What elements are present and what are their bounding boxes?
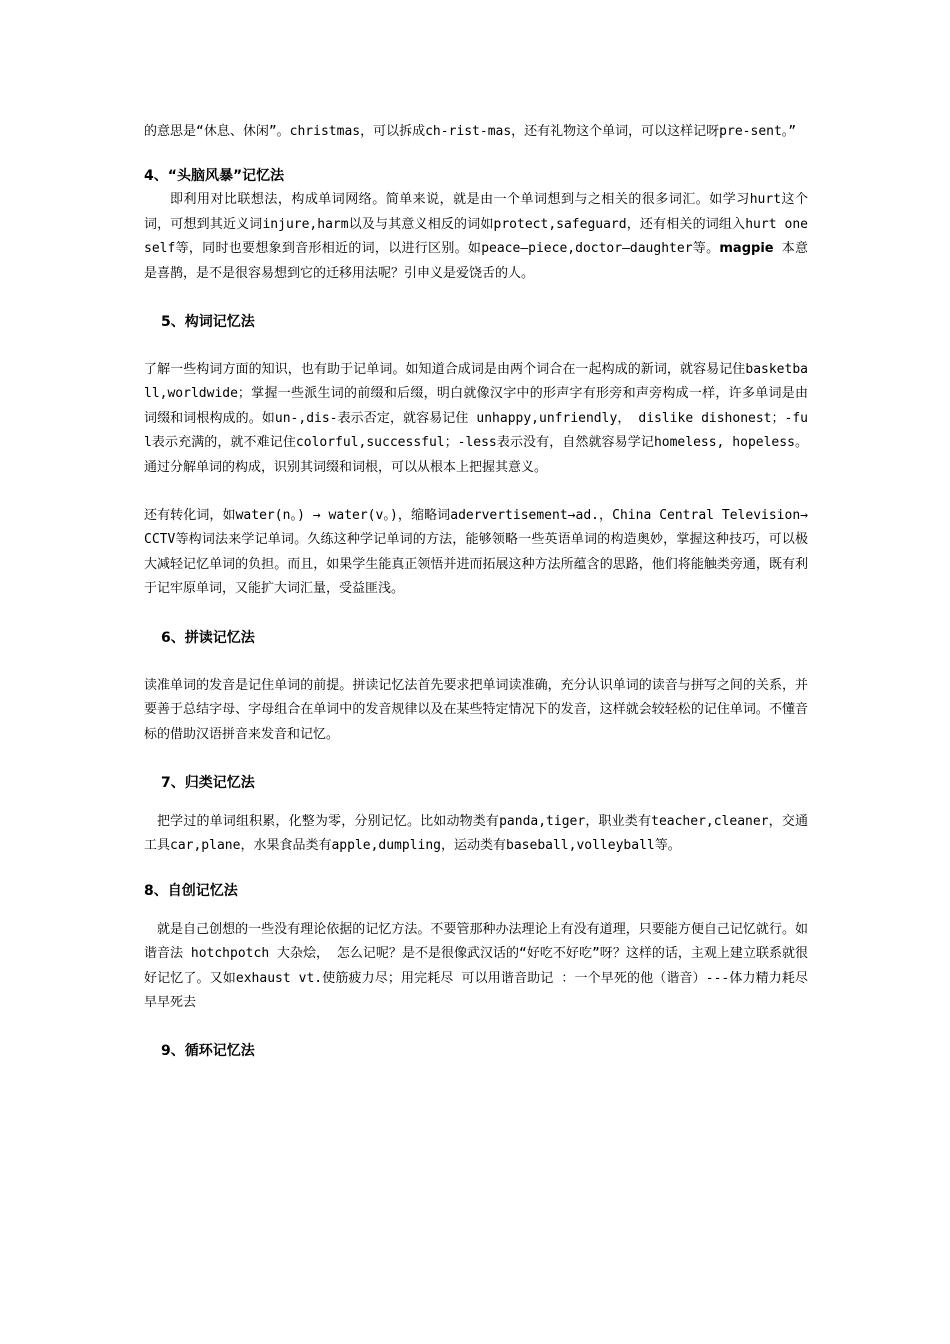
section-body-self-created: 就是自己创想的一些没有理论依据的记忆方法。不要管那种办法理论上有没有道理，只要能方便自己记忆就行。如谐音法 hotchpotch 大杂烩， 怎么记呢？是不是很像武汉话的“好吃不好吃”呀？这样的话，主观上建立联系就很好记忆了。又如exhaust vt.使筋疲力尽；用完耗尽 可以用谐音助记 ：一个早死的他（谐音）---体力精力耗尽早早死去	[144, 921, 808, 1010]
section-heading-brainstorm: 4、“头脑风暴”记忆法	[144, 168, 285, 185]
section-body-word-formation-2: 还有转化词，如water(n。) → water(v。)，缩略词adervertisement→ad.，China Central Television→CCTV等构词法来学记单词。久练这种学记单词的方法，能够领略一些英语单词的构造奥妙，掌握这种技巧，可以极大减轻记忆单词的负担。而且，如果学生能真正领悟并进而拓展这种方法所蕴含的思路，他们将能触类旁通，既有利于记牢原单词，又能扩大词汇量，受益匪浅。	[144, 508, 808, 597]
section-heading-spelling: 6、拼读记忆法	[161, 629, 255, 646]
intro-paragraph: 的意思是“休息、休闲”。christmas，可以拆成ch-rist-mas，还有礼物这个单词，可以这样记呀pre-sent。”	[144, 124, 797, 139]
magpie-word: magpie	[719, 241, 774, 257]
section-heading-word-formation: 5、构词记忆法	[161, 314, 255, 331]
document-page	[144, 120, 808, 1063]
section-body-spelling: 读准单词的发音是记住单词的前提。拼读记忆法首先要求把单词读准确，充分认识单词的读音与拼写之间的关系，并要善于总结字母、字母组合在单词中的发音规律以及在某些特定情况下的发音，这样就会较轻松的记住单词。不懂音标的借助汉语拼音来发音和记忆。	[144, 677, 808, 742]
section-body-word-formation-1: 了解一些构词方面的知识，也有助于记单词。如知道合成词是由两个词合在一起构成的新词，就容易记住basketball,worldwide；掌握一些派生词的前缀和后缀，明白就像汉字中的形声字有形旁和声旁构成一样，许多单词是由词缀和词根构成的。如un-,dis-表示否定，就容易记住 unhappy,unfriendly， dislike dishonest；-ful表示充满的，就不难记住colorful,successful；-less表示没有，自然就容易学记homeless, hopeless。通过分解单词的构成，识别其词缀和词根，可以从根本上把握其意义。	[144, 362, 808, 475]
brainstorm-text-after: 本意是喜鹊，是不是很容易想到它的迁移用法呢？引申义是爱饶舌的人。	[144, 241, 808, 281]
section-heading-categorize: 7、归类记忆法	[161, 774, 255, 791]
section-body-brainstorm	[144, 188, 808, 286]
section-heading-cyclic: 9、循环记忆法	[161, 1043, 255, 1060]
section-body-categorize: 把学过的单词组积累，化整为零，分别记忆。比如动物类有panda,tiger，职业类有teacher,cleaner，交通工具car,plane，水果食品类有apple,dumpling，运动类有baseball,volleyball等。	[144, 813, 808, 854]
brainstorm-text-before: 即利用对比联想法，构成单词网络。简单来说，就是由一个单词想到与之相关的很多词汇。如学习hurt这个词，可想到其近义词injure,harm以及与其意义相反的词如protect,safeguard，还有相关的词组入hurt oneself等，同时也要想象到音形相近的词，以进行区别。如peace—piece,doctor—daughter等。	[144, 192, 808, 257]
section-heading-self-created: 8、自创记忆法	[144, 882, 238, 899]
